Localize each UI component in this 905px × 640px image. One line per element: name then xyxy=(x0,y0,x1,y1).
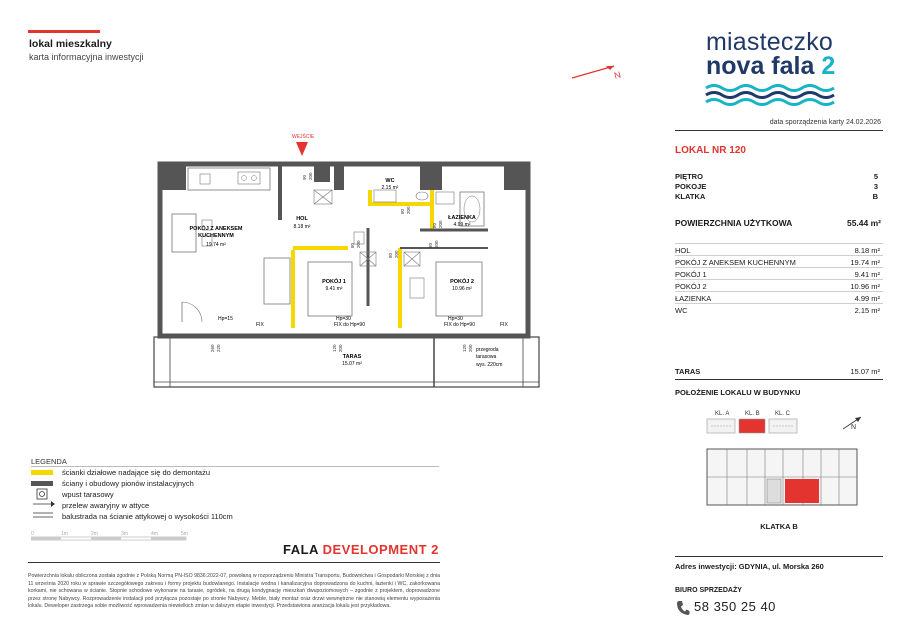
scale-label: 5m xyxy=(181,531,188,537)
room-area: 9.41 m² xyxy=(854,270,880,279)
staircase-caption: KLATKA B xyxy=(760,522,798,531)
document-title: lokal mieszkalny xyxy=(29,38,112,50)
plan-room-label: TARAS xyxy=(342,354,362,360)
plan-dim: 220 xyxy=(216,344,221,352)
room-area: 19.74 m² xyxy=(850,258,880,267)
plan-room-label: POKÓJ 2 xyxy=(450,279,474,285)
legend-swatch-installation xyxy=(31,481,53,486)
room-name: HOL xyxy=(675,246,691,255)
wave-logo-icon xyxy=(704,82,844,106)
room-name: POKÓJ 2 xyxy=(675,282,707,291)
room-row xyxy=(675,255,883,267)
room-row xyxy=(675,279,883,291)
room-area: 2.15 m² xyxy=(854,306,880,315)
plan-note: Hp=15 xyxy=(218,316,233,322)
building-position-plan xyxy=(703,405,863,515)
detail-value-floor: 5 xyxy=(873,172,878,181)
legend-title: LEGENDA xyxy=(31,457,67,466)
plan-dim: 80 xyxy=(432,222,437,228)
floor-plan xyxy=(148,128,548,400)
room-name: POKÓJ 1 xyxy=(675,270,707,279)
investment-address: Adres inwestycji: GDYNIA, ul. Morska 260 xyxy=(675,562,824,571)
divider xyxy=(675,130,883,131)
plan-dim: 80 xyxy=(428,242,433,248)
plan-dim: 80 xyxy=(400,208,405,214)
header-accent-bar xyxy=(28,30,100,33)
plan-dim: 90 xyxy=(302,174,307,180)
mini-label-c: KL. C xyxy=(775,411,791,417)
north-arrow-icon xyxy=(570,58,628,82)
balustrade-icon xyxy=(31,510,55,520)
plan-note: FIX xyxy=(256,322,264,328)
plan-dim: 80 xyxy=(388,252,393,258)
room-row xyxy=(675,243,883,255)
brand-line2: nova fala 2 xyxy=(706,52,836,80)
divider xyxy=(28,562,440,563)
plan-dim: 200 xyxy=(394,250,399,258)
mini-label-b: KL. B xyxy=(745,411,760,417)
developer-logo: FALA DEVELOPMENT 2 xyxy=(283,542,439,557)
sales-phone[interactable]: 58 350 25 40 xyxy=(694,599,776,614)
plan-dim: 120 xyxy=(462,344,467,352)
plan-room-label: WC xyxy=(385,178,395,184)
plan-dim: 200 xyxy=(338,344,343,352)
plan-room-area: 9.41 m² xyxy=(325,286,343,292)
plan-room-label: HOL xyxy=(296,216,308,222)
legend-item: wpust tarasowy xyxy=(62,490,114,499)
plan-room-label: KUCHENNYM xyxy=(198,233,234,239)
plan-room-label: POKÓJ 1 xyxy=(322,279,346,285)
mini-north-label: N xyxy=(851,424,857,431)
scale-bar xyxy=(31,530,201,542)
scale-label: 0 xyxy=(31,531,34,537)
document-subtitle: karta informacyjna inwestycji xyxy=(29,52,144,62)
detail-label-rooms: POKOJE xyxy=(675,182,707,191)
room-row xyxy=(675,267,883,279)
room-row xyxy=(675,291,883,303)
overflow-icon xyxy=(31,499,55,509)
plan-dim: 200 xyxy=(406,206,411,214)
north-label: N xyxy=(613,69,622,81)
scale-label: 3m xyxy=(121,531,128,537)
plan-note: FIX do Hp=90 xyxy=(334,322,365,328)
entrance-label: WEJŚCIE xyxy=(292,134,315,140)
plan-note: przegroda xyxy=(476,347,499,353)
divider xyxy=(31,466,439,467)
legend-item: balustrada na ścianie attykowej o wysokości 110cm xyxy=(62,512,233,521)
plan-dim: 200 xyxy=(438,220,443,228)
entrance-arrow-icon xyxy=(296,142,308,156)
terrace-area: 15.07 m² xyxy=(850,367,880,376)
detail-label-staircase: KLATKA xyxy=(675,192,706,201)
plan-room-area: 8.18 m² xyxy=(293,224,311,230)
sales-office-label: BIURO SPRZEDAŻY xyxy=(675,587,742,594)
legend-item: ścianki działowe nadające się do demontażu xyxy=(62,468,211,477)
phone-icon xyxy=(676,600,690,616)
detail-value-rooms: 3 xyxy=(873,182,878,191)
plan-room-label: ŁAZIENKA xyxy=(448,215,476,221)
plan-room-area: 2.15 m² xyxy=(381,185,399,191)
plan-room-area: 15.07 m² xyxy=(342,361,362,367)
plan-dim: 260 xyxy=(210,344,215,352)
room-area: 10.96 m² xyxy=(850,282,880,291)
legend-item: przelew awaryjny w attyce xyxy=(62,501,150,510)
plan-dim: 200 xyxy=(308,172,313,180)
plan-room-area: 10.96 m² xyxy=(452,286,472,292)
plan-room-area: 19.74 m² xyxy=(206,242,226,248)
room-name: ŁAZIENKA xyxy=(675,294,712,303)
scale-label: 2m xyxy=(91,531,98,537)
usable-area-value: 55.44 m² xyxy=(846,218,881,228)
plan-note: wys. 220cm xyxy=(476,362,503,368)
date-created: data sporządzenia karty 24.02.2026 xyxy=(769,119,881,126)
unit-number: LOKAL NR 120 xyxy=(675,145,746,156)
legend-item: ściany i obudowy pionów instalacyjnych xyxy=(62,479,194,488)
room-area: 4.99 m² xyxy=(854,294,880,303)
detail-label-floor: PIĘTRO xyxy=(675,172,703,181)
plan-note: FIX xyxy=(500,322,508,328)
plan-room-area: 4.99 m² xyxy=(453,222,471,228)
plan-dim: 200 xyxy=(356,240,361,248)
position-title: POŁOŻENIE LOKALU W BUDYNKU xyxy=(675,388,801,397)
terrace-row xyxy=(675,366,883,380)
terrace-name: TARAS xyxy=(675,367,701,376)
legend-swatch-demountable xyxy=(31,470,53,475)
room-name: WC xyxy=(675,306,688,315)
plan-dim: 80 xyxy=(350,242,355,248)
plan-note: Hp=30 xyxy=(336,316,351,322)
room-name: POKÓJ Z ANEKSEM KUCHENNYM xyxy=(675,258,796,267)
scale-label: 4m xyxy=(151,531,158,537)
disclaimer-text: Powierzchnia lokalu obliczona została zgodnie z Polską Normą PN-ISO 9836:2022-07, powołaną w rozporządzeniu Ministra Transportu, Budownictwa i Gospodarki Morskiej z dnia 11 września 2020 roku w sprawie szczegółowego zakresu i formy projektu budowlanego. Instalacje wodna i kanalizacyjna doprowadzona do kuchni, łazienki i WC, zakorkowana korkami, nie schowana w ścianie. Stopnie schodowe wykonane na tarasie, ogródek, na drugą kondygnację mieszkań dwupoziomowych – zgodnie z projektem, doprowadzone przez stronę Nabywcy. Rozprowadzenie instalacji pod przyłącza pozostaje po stronie Nabywcy. Meble, biały montaż oraz drzwi wewnętrzne nie stanowią elementu wyposażenia lokalu. Deweloper zastrzega sobie możliwość wprowadzenia niewielkich zmian w dalszym etapie inwestycji. Przedstawiona aranżacja lokalu jest przykładowa. xyxy=(28,573,440,610)
plan-dim: 120 xyxy=(332,344,337,352)
scale-label: 1m xyxy=(61,531,68,537)
room-area: 8.18 m² xyxy=(854,246,880,255)
plan-note: FIX do Hp=90 xyxy=(444,322,475,328)
usable-area-label: POWIERZCHNIA UŻYTKOWA xyxy=(675,218,793,228)
room-row xyxy=(675,303,883,315)
mini-label-a: KL. A xyxy=(715,411,730,417)
detail-value-staircase: B xyxy=(872,192,878,201)
plan-note: Hp=30 xyxy=(448,316,463,322)
brand-line1: miasteczko xyxy=(706,28,834,56)
plan-room-label: POKÓJ Z ANEKSEM xyxy=(189,226,243,232)
plan-dim: 200 xyxy=(468,344,473,352)
plan-dim: 200 xyxy=(434,240,439,248)
divider xyxy=(675,556,883,557)
plan-note: tarasowa xyxy=(476,354,497,360)
